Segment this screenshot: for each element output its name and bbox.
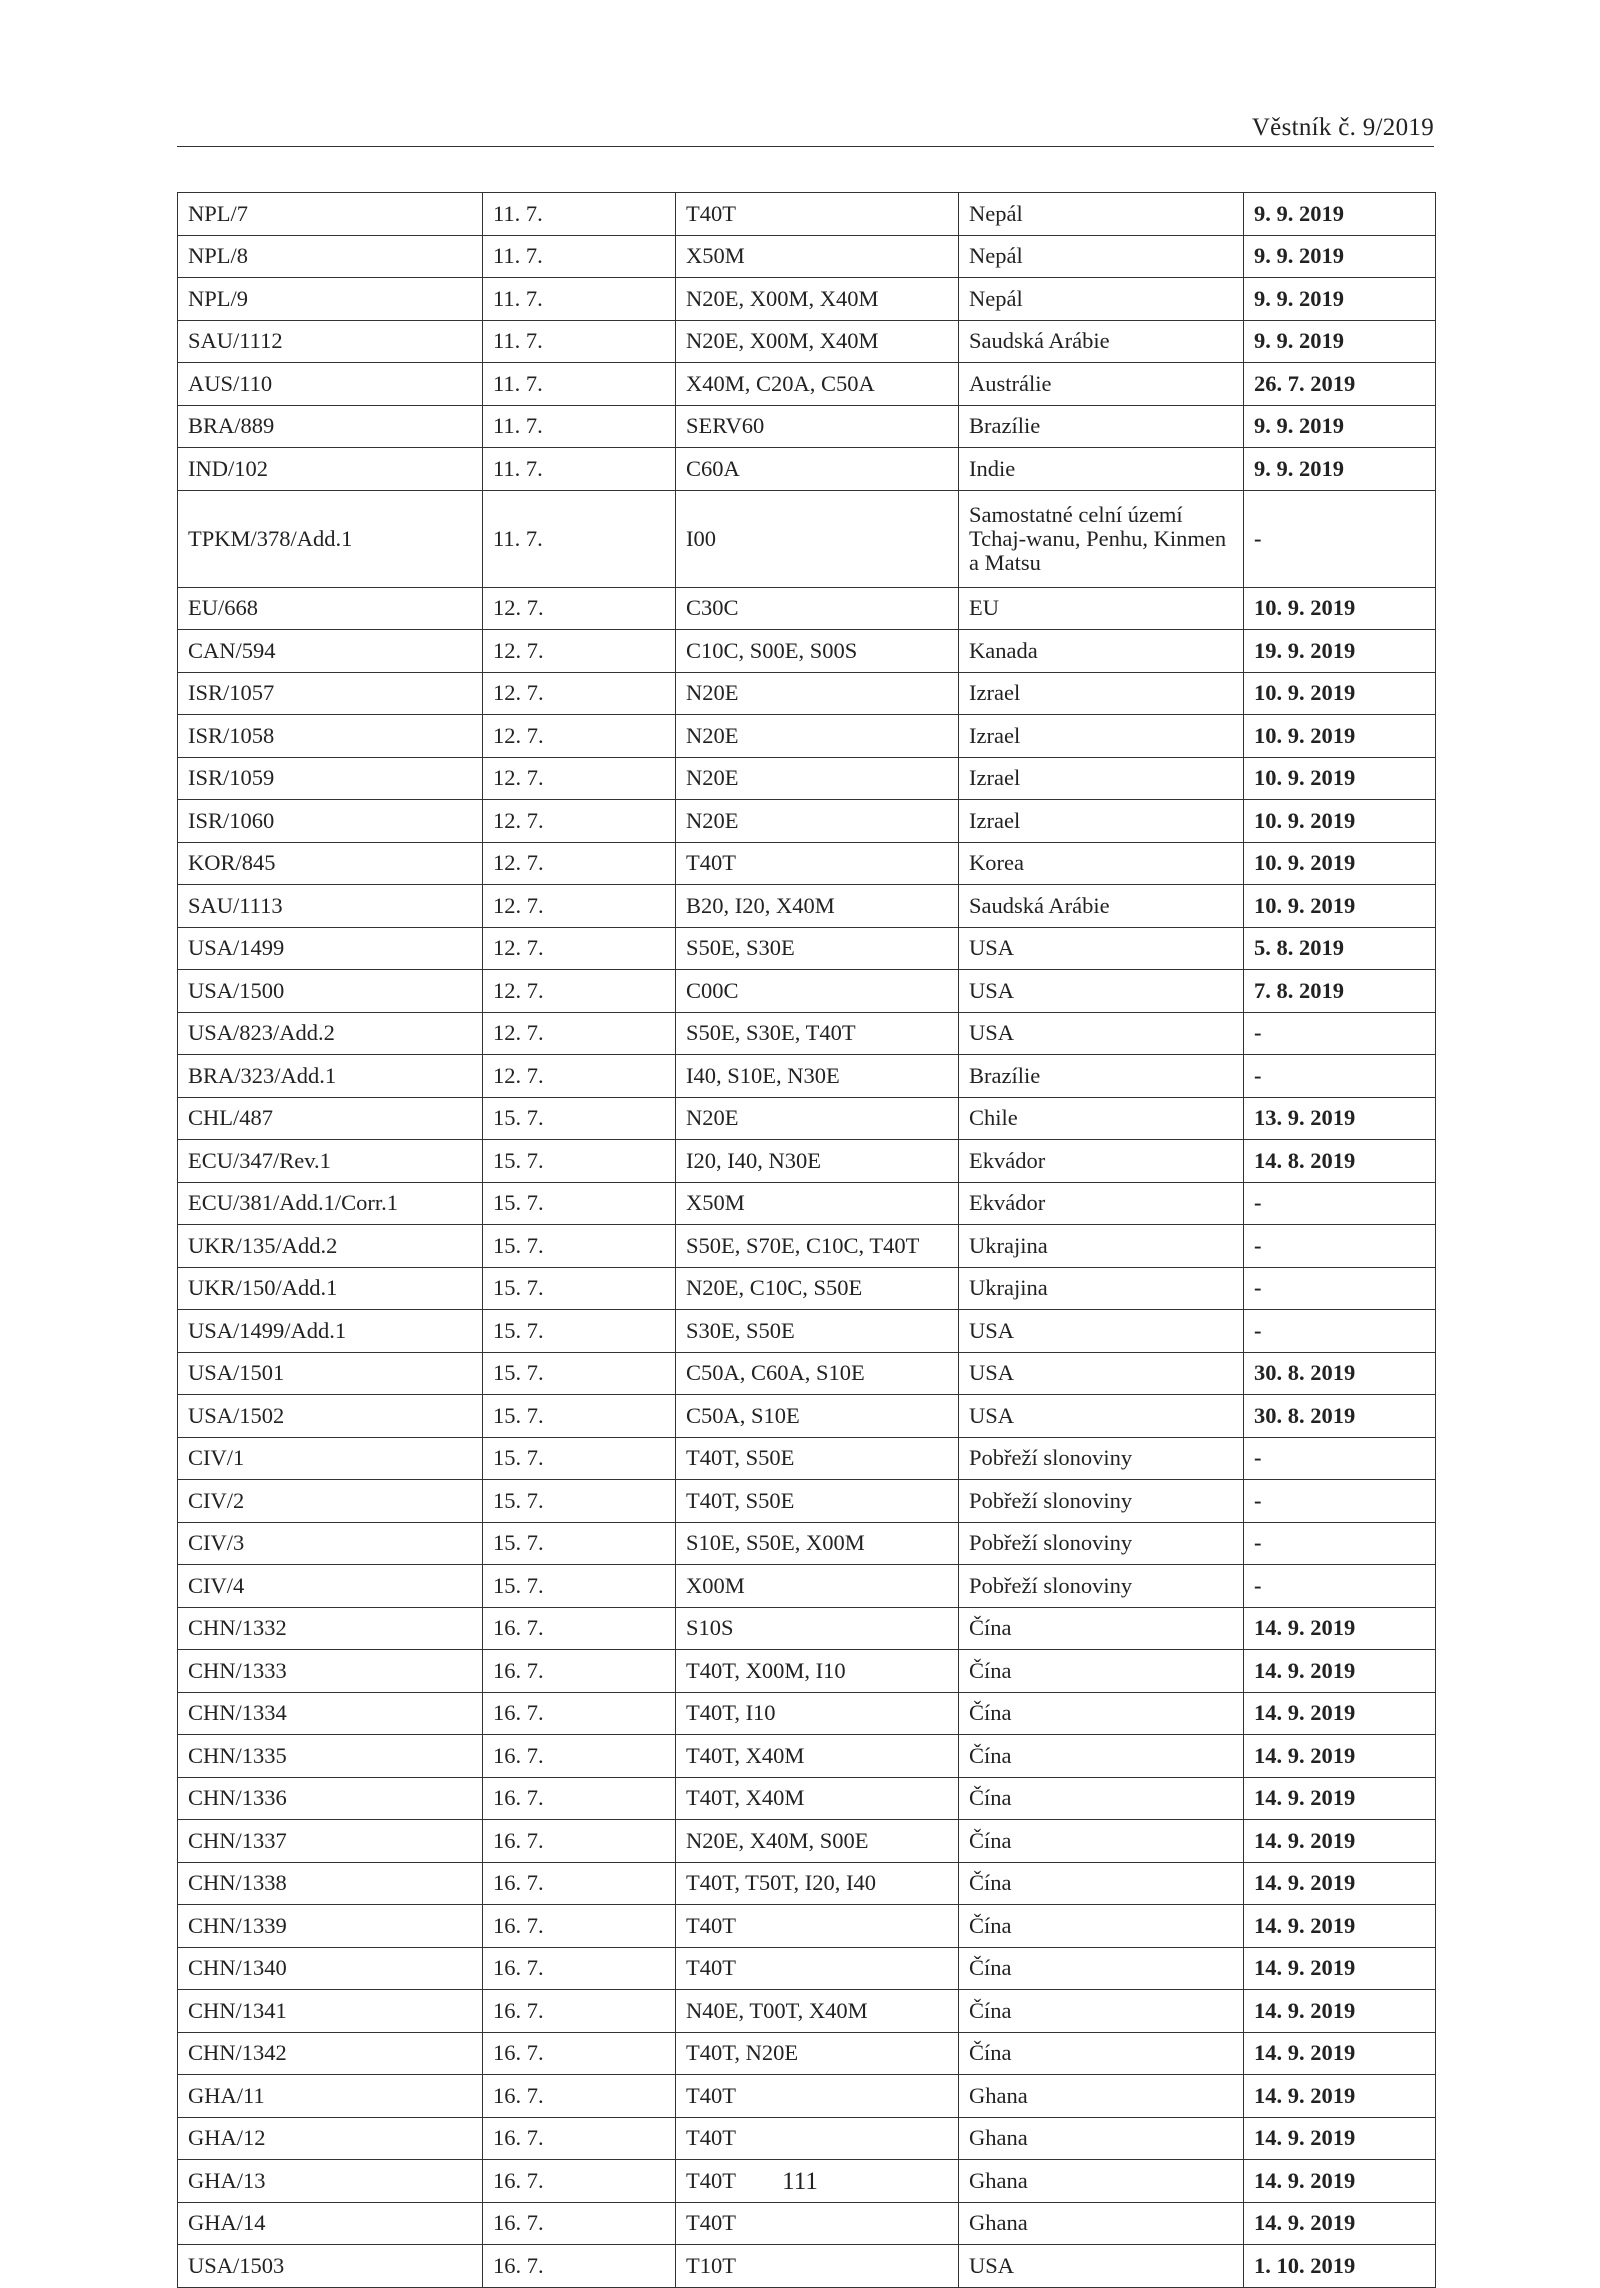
product-codes-cell: T40T	[676, 842, 959, 885]
notification-date-cell: 16. 7.	[483, 1820, 676, 1863]
territory-cell: Čína	[959, 1820, 1244, 1863]
deadline-cell: 14. 9. 2019	[1244, 1735, 1436, 1778]
territory-cell: Nepál	[959, 278, 1244, 321]
territory-cell: USA	[959, 1012, 1244, 1055]
table-row	[178, 278, 1436, 321]
territory-cell: Brazílie	[959, 1055, 1244, 1098]
notification-code-cell: ISR/1059	[178, 757, 483, 800]
territory-cell: Čína	[959, 1777, 1244, 1820]
notification-date-cell: 16. 7.	[483, 2075, 676, 2118]
table-row	[178, 1522, 1436, 1565]
territory-cell: Čína	[959, 1650, 1244, 1693]
territory-cell: Čína	[959, 1692, 1244, 1735]
product-codes-cell: T10T	[676, 2245, 959, 2288]
notification-code-cell: USA/1499/Add.1	[178, 1310, 483, 1353]
table-row	[178, 1990, 1436, 2033]
table-row	[178, 970, 1436, 1013]
product-codes-cell: T40T	[676, 1905, 959, 1948]
notification-date-cell: 11. 7.	[483, 193, 676, 236]
table-row	[178, 1947, 1436, 1990]
notification-code-cell: USA/1502	[178, 1395, 483, 1438]
table-row	[178, 630, 1436, 673]
deadline-cell: 14. 8. 2019	[1244, 1140, 1436, 1183]
table-row	[178, 1480, 1436, 1523]
table-row	[178, 1267, 1436, 1310]
notification-date-cell: 12. 7.	[483, 1055, 676, 1098]
table-row	[178, 1182, 1436, 1225]
product-codes-cell: SERV60	[676, 405, 959, 448]
notification-date-cell: 16. 7.	[483, 1607, 676, 1650]
notification-date-cell: 11. 7.	[483, 490, 676, 587]
notification-date-cell: 16. 7.	[483, 2245, 676, 2288]
notification-code-cell: CHN/1334	[178, 1692, 483, 1735]
deadline-cell: 9. 9. 2019	[1244, 235, 1436, 278]
table-row	[178, 320, 1436, 363]
notification-date-cell: 16. 7.	[483, 1650, 676, 1693]
notification-date-cell: 15. 7.	[483, 1182, 676, 1225]
territory-cell: EU	[959, 587, 1244, 630]
notification-code-cell: BRA/323/Add.1	[178, 1055, 483, 1098]
table-row	[178, 1310, 1436, 1353]
deadline-cell: 10. 9. 2019	[1244, 757, 1436, 800]
deadline-cell: -	[1244, 1437, 1436, 1480]
notification-code-cell: SAU/1113	[178, 885, 483, 928]
product-codes-cell: T40T, X40M	[676, 1735, 959, 1778]
territory-cell: Ghana	[959, 2075, 1244, 2118]
table-row	[178, 448, 1436, 491]
page-number: 111	[782, 2168, 818, 2195]
territory-cell: Čína	[959, 2032, 1244, 2075]
notification-code-cell: USA/1501	[178, 1352, 483, 1395]
product-codes-cell: C10C, S00E, S00S	[676, 630, 959, 673]
table-row	[178, 672, 1436, 715]
territory-cell: USA	[959, 1310, 1244, 1353]
territory-cell: USA	[959, 2245, 1244, 2288]
territory-cell: Indie	[959, 448, 1244, 491]
product-codes-cell: N20E, X40M, S00E	[676, 1820, 959, 1863]
deadline-cell: 14. 9. 2019	[1244, 1947, 1436, 1990]
deadline-cell: 14. 9. 2019	[1244, 1905, 1436, 1948]
notification-date-cell: 15. 7.	[483, 1140, 676, 1183]
deadline-cell: -	[1244, 490, 1436, 587]
notification-date-cell: 15. 7.	[483, 1395, 676, 1438]
territory-cell: USA	[959, 927, 1244, 970]
territory-cell: Pobřeží slonoviny	[959, 1565, 1244, 1608]
deadline-cell: 9. 9. 2019	[1244, 193, 1436, 236]
territory-cell: Čína	[959, 1905, 1244, 1948]
product-codes-cell: S50E, S30E, T40T	[676, 1012, 959, 1055]
territory-cell: Pobřeží slonoviny	[959, 1437, 1244, 1480]
product-codes-cell: T40T, X40M	[676, 1777, 959, 1820]
notification-code-cell: CHN/1340	[178, 1947, 483, 1990]
deadline-cell: 14. 9. 2019	[1244, 1692, 1436, 1735]
table-row	[178, 1777, 1436, 1820]
notification-code-cell: NPL/8	[178, 235, 483, 278]
notification-date-cell: 16. 7.	[483, 1990, 676, 2033]
product-codes-cell: S50E, S30E	[676, 927, 959, 970]
table-row	[178, 193, 1436, 236]
notification-code-cell: ISR/1058	[178, 715, 483, 758]
deadline-cell: -	[1244, 1522, 1436, 1565]
notification-code-cell: EU/668	[178, 587, 483, 630]
deadline-cell: -	[1244, 1310, 1436, 1353]
table-row	[178, 1097, 1436, 1140]
notification-code-cell: CIV/3	[178, 1522, 483, 1565]
territory-cell: Ghana	[959, 2202, 1244, 2245]
notification-code-cell: AUS/110	[178, 363, 483, 406]
deadline-cell: 10. 9. 2019	[1244, 842, 1436, 885]
product-codes-cell: N20E	[676, 1097, 959, 1140]
notification-code-cell: KOR/845	[178, 842, 483, 885]
notification-date-cell: 11. 7.	[483, 320, 676, 363]
territory-cell: Čína	[959, 1735, 1244, 1778]
table-row	[178, 587, 1436, 630]
product-codes-cell: X50M	[676, 235, 959, 278]
table-row	[178, 490, 1436, 587]
product-codes-cell: I00	[676, 490, 959, 587]
notification-code-cell: CAN/594	[178, 630, 483, 673]
deadline-cell: 5. 8. 2019	[1244, 927, 1436, 970]
deadline-cell: 19. 9. 2019	[1244, 630, 1436, 673]
table-row	[178, 1862, 1436, 1905]
deadline-cell: 14. 9. 2019	[1244, 1990, 1436, 2033]
deadline-cell: 14. 9. 2019	[1244, 2032, 1436, 2075]
deadline-cell: 9. 9. 2019	[1244, 448, 1436, 491]
notification-date-cell: 16. 7.	[483, 1777, 676, 1820]
product-codes-cell: X40M, C20A, C50A	[676, 363, 959, 406]
notification-date-cell: 16. 7.	[483, 1692, 676, 1735]
product-codes-cell: T40T	[676, 193, 959, 236]
table-row	[178, 1565, 1436, 1608]
deadline-cell: 10. 9. 2019	[1244, 800, 1436, 843]
table-row	[178, 363, 1436, 406]
notification-date-cell: 16. 7.	[483, 1862, 676, 1905]
product-codes-cell: T40T, I10	[676, 1692, 959, 1735]
territory-cell: Samostatné celní území Tchaj-wanu, Penhu, Kinmen a Matsu	[959, 490, 1244, 587]
notification-code-cell: CIV/4	[178, 1565, 483, 1608]
deadline-cell: -	[1244, 1012, 1436, 1055]
table-row	[178, 1905, 1436, 1948]
notification-code-cell: CIV/2	[178, 1480, 483, 1523]
notification-date-cell: 12. 7.	[483, 715, 676, 758]
deadline-cell: -	[1244, 1055, 1436, 1098]
notification-code-cell: ISR/1060	[178, 800, 483, 843]
notification-date-cell: 11. 7.	[483, 235, 676, 278]
deadline-cell: 14. 9. 2019	[1244, 1607, 1436, 1650]
product-codes-cell: C50A, C60A, S10E	[676, 1352, 959, 1395]
notification-date-cell: 12. 7.	[483, 927, 676, 970]
deadline-cell: 14. 9. 2019	[1244, 1650, 1436, 1693]
notification-code-cell: ECU/347/Rev.1	[178, 1140, 483, 1183]
deadline-cell: -	[1244, 1480, 1436, 1523]
product-codes-cell: T40T, T50T, I20, I40	[676, 1862, 959, 1905]
table-row	[178, 2032, 1436, 2075]
territory-cell: Nepál	[959, 193, 1244, 236]
notification-date-cell: 11. 7.	[483, 448, 676, 491]
notification-code-cell: CHN/1336	[178, 1777, 483, 1820]
page-header	[177, 110, 1434, 147]
table-row	[178, 2075, 1436, 2118]
deadline-cell: 9. 9. 2019	[1244, 405, 1436, 448]
notification-code-cell: USA/1500	[178, 970, 483, 1013]
notification-date-cell: 15. 7.	[483, 1097, 676, 1140]
notification-code-cell: CHN/1333	[178, 1650, 483, 1693]
territory-cell: Ukrajina	[959, 1225, 1244, 1268]
territory-cell: Čína	[959, 1862, 1244, 1905]
territory-cell: Pobřeží slonoviny	[959, 1522, 1244, 1565]
product-codes-cell: C60A	[676, 448, 959, 491]
notification-code-cell: UKR/150/Add.1	[178, 1267, 483, 1310]
notification-code-cell: NPL/7	[178, 193, 483, 236]
notification-code-cell: USA/1503	[178, 2245, 483, 2288]
notification-date-cell: 12. 7.	[483, 842, 676, 885]
table-row	[178, 2202, 1436, 2245]
table-body	[178, 193, 1436, 2288]
table-row	[178, 927, 1436, 970]
notification-date-cell: 16. 7.	[483, 2202, 676, 2245]
table-row	[178, 842, 1436, 885]
product-codes-cell: S50E, S70E, C10C, T40T	[676, 1225, 959, 1268]
table-row	[178, 1012, 1436, 1055]
table-row	[178, 1735, 1436, 1778]
territory-cell: USA	[959, 1395, 1244, 1438]
table-row	[178, 800, 1436, 843]
table-row	[178, 1650, 1436, 1693]
notification-date-cell: 15. 7.	[483, 1225, 676, 1268]
territory-cell: Čína	[959, 1607, 1244, 1650]
notification-code-cell: CHL/487	[178, 1097, 483, 1140]
territory-cell: Korea	[959, 842, 1244, 885]
territory-cell: Pobřeží slonoviny	[959, 1480, 1244, 1523]
notification-code-cell: USA/823/Add.2	[178, 1012, 483, 1055]
product-codes-cell: N20E, C10C, S50E	[676, 1267, 959, 1310]
table-row	[178, 1395, 1436, 1438]
deadline-cell: 14. 9. 2019	[1244, 1820, 1436, 1863]
product-codes-cell: X50M	[676, 1182, 959, 1225]
deadline-cell: 14. 9. 2019	[1244, 2117, 1436, 2160]
deadline-cell: 10. 9. 2019	[1244, 672, 1436, 715]
product-codes-cell: S10E, S50E, X00M	[676, 1522, 959, 1565]
table-row	[178, 1140, 1436, 1183]
notification-date-cell: 12. 7.	[483, 630, 676, 673]
notification-date-cell: 15. 7.	[483, 1565, 676, 1608]
notification-date-cell: 15. 7.	[483, 1480, 676, 1523]
product-codes-cell: I40, S10E, N30E	[676, 1055, 959, 1098]
product-codes-cell: C50A, S10E	[676, 1395, 959, 1438]
deadline-cell: 10. 9. 2019	[1244, 715, 1436, 758]
deadline-cell: 10. 9. 2019	[1244, 885, 1436, 928]
deadline-cell: -	[1244, 1565, 1436, 1608]
table-row	[178, 235, 1436, 278]
table-row	[178, 1607, 1436, 1650]
territory-cell: Izrael	[959, 715, 1244, 758]
notification-code-cell: TPKM/378/Add.1	[178, 490, 483, 587]
territory-cell: Čína	[959, 1990, 1244, 2033]
notification-code-cell: CHN/1338	[178, 1862, 483, 1905]
table-row	[178, 1352, 1436, 1395]
notification-date-cell: 11. 7.	[483, 363, 676, 406]
product-codes-cell: T40T, X00M, I10	[676, 1650, 959, 1693]
territory-cell: Ekvádor	[959, 1182, 1244, 1225]
notification-date-cell: 16. 7.	[483, 2160, 676, 2203]
notification-code-cell: GHA/11	[178, 2075, 483, 2118]
deadline-cell: -	[1244, 1182, 1436, 1225]
product-codes-cell: N20E	[676, 715, 959, 758]
table-row	[178, 405, 1436, 448]
territory-cell: Chile	[959, 1097, 1244, 1140]
product-codes-cell: N20E, X00M, X40M	[676, 278, 959, 321]
notification-code-cell: GHA/14	[178, 2202, 483, 2245]
notification-code-cell: GHA/12	[178, 2117, 483, 2160]
deadline-cell: 14. 9. 2019	[1244, 1862, 1436, 1905]
notification-code-cell: GHA/13	[178, 2160, 483, 2203]
notification-date-cell: 11. 7.	[483, 278, 676, 321]
product-codes-cell: N20E	[676, 672, 959, 715]
territory-cell: Čína	[959, 1947, 1244, 1990]
territory-cell: Izrael	[959, 672, 1244, 715]
territory-cell: Ukrajina	[959, 1267, 1244, 1310]
journal-title: Věstník č. 9/2019	[1251, 114, 1434, 141]
notification-code-cell: CHN/1337	[178, 1820, 483, 1863]
table-row	[178, 2117, 1436, 2160]
product-codes-cell: N20E, X00M, X40M	[676, 320, 959, 363]
territory-cell: Ghana	[959, 2160, 1244, 2203]
territory-cell: USA	[959, 1352, 1244, 1395]
product-codes-cell: X00M	[676, 1565, 959, 1608]
territory-cell: Nepál	[959, 235, 1244, 278]
table-row	[178, 885, 1436, 928]
notification-date-cell: 16. 7.	[483, 2032, 676, 2075]
product-codes-cell: N40E, T00T, X40M	[676, 1990, 959, 2033]
product-codes-cell: S10S	[676, 1607, 959, 1650]
territory-cell: Austrálie	[959, 363, 1244, 406]
deadline-cell: 14. 9. 2019	[1244, 1777, 1436, 1820]
notification-date-cell: 11. 7.	[483, 405, 676, 448]
deadline-cell: 1. 10. 2019	[1244, 2245, 1436, 2288]
table-row	[178, 1437, 1436, 1480]
deadline-cell: 9. 9. 2019	[1244, 278, 1436, 321]
product-codes-cell: T40T, S50E	[676, 1437, 959, 1480]
product-codes-cell: N20E	[676, 800, 959, 843]
notification-code-cell: CHN/1339	[178, 1905, 483, 1948]
product-codes-cell: T40T, N20E	[676, 2032, 959, 2075]
territory-cell: Ekvádor	[959, 1140, 1244, 1183]
notification-date-cell: 15. 7.	[483, 1522, 676, 1565]
notification-date-cell: 16. 7.	[483, 1947, 676, 1990]
territory-cell: Izrael	[959, 800, 1244, 843]
product-codes-cell: T40T, S50E	[676, 1480, 959, 1523]
notification-date-cell: 15. 7.	[483, 1352, 676, 1395]
table-row	[178, 1055, 1436, 1098]
deadline-cell: 30. 8. 2019	[1244, 1395, 1436, 1438]
deadline-cell: 13. 9. 2019	[1244, 1097, 1436, 1140]
notification-code-cell: ISR/1057	[178, 672, 483, 715]
notification-code-cell: SAU/1112	[178, 320, 483, 363]
product-codes-cell: T40T	[676, 2075, 959, 2118]
notification-date-cell: 12. 7.	[483, 970, 676, 1013]
notification-date-cell: 16. 7.	[483, 1905, 676, 1948]
notification-date-cell: 12. 7.	[483, 757, 676, 800]
deadline-cell: 7. 8. 2019	[1244, 970, 1436, 1013]
notification-date-cell: 15. 7.	[483, 1310, 676, 1353]
deadline-cell: -	[1244, 1225, 1436, 1268]
deadline-cell: 9. 9. 2019	[1244, 320, 1436, 363]
product-codes-cell: T40T	[676, 1947, 959, 1990]
notifications-table	[177, 192, 1436, 2288]
product-codes-cell: C30C	[676, 587, 959, 630]
product-codes-cell: T40T	[676, 2160, 959, 2203]
table-row	[178, 757, 1436, 800]
territory-cell: USA	[959, 970, 1244, 1013]
table-row	[178, 2245, 1436, 2288]
table-row	[178, 1820, 1436, 1863]
product-codes-cell: S30E, S50E	[676, 1310, 959, 1353]
notification-code-cell: USA/1499	[178, 927, 483, 970]
product-codes-cell: B20, I20, X40M	[676, 885, 959, 928]
deadline-cell: 30. 8. 2019	[1244, 1352, 1436, 1395]
notification-code-cell: CHN/1342	[178, 2032, 483, 2075]
table-row	[178, 715, 1436, 758]
notification-code-cell: NPL/9	[178, 278, 483, 321]
territory-cell: Izrael	[959, 757, 1244, 800]
product-codes-cell: T40T	[676, 2117, 959, 2160]
notification-code-cell: CIV/1	[178, 1437, 483, 1480]
notification-code-cell: BRA/889	[178, 405, 483, 448]
notification-date-cell: 16. 7.	[483, 1735, 676, 1778]
territory-cell: Saudská Arábie	[959, 320, 1244, 363]
territory-cell: Ghana	[959, 2117, 1244, 2160]
notification-code-cell: IND/102	[178, 448, 483, 491]
notification-date-cell: 12. 7.	[483, 1012, 676, 1055]
notification-date-cell: 12. 7.	[483, 885, 676, 928]
notification-code-cell: UKR/135/Add.2	[178, 1225, 483, 1268]
notification-date-cell: 12. 7.	[483, 672, 676, 715]
deadline-cell: 14. 9. 2019	[1244, 2160, 1436, 2203]
notification-date-cell: 12. 7.	[483, 800, 676, 843]
deadline-cell: 14. 9. 2019	[1244, 2202, 1436, 2245]
deadline-cell: -	[1244, 1267, 1436, 1310]
deadline-cell: 14. 9. 2019	[1244, 2075, 1436, 2118]
table-row	[178, 1692, 1436, 1735]
notification-code-cell: CHN/1332	[178, 1607, 483, 1650]
notification-date-cell: 15. 7.	[483, 1267, 676, 1310]
deadline-cell: 26. 7. 2019	[1244, 363, 1436, 406]
product-codes-cell: I20, I40, N30E	[676, 1140, 959, 1183]
table-row	[178, 1225, 1436, 1268]
product-codes-cell: C00C	[676, 970, 959, 1013]
notification-date-cell: 15. 7.	[483, 1437, 676, 1480]
notification-code-cell: CHN/1341	[178, 1990, 483, 2033]
deadline-cell: 10. 9. 2019	[1244, 587, 1436, 630]
territory-cell: Kanada	[959, 630, 1244, 673]
product-codes-cell: N20E	[676, 757, 959, 800]
notification-code-cell: CHN/1335	[178, 1735, 483, 1778]
product-codes-cell: T40T	[676, 2202, 959, 2245]
notification-date-cell: 12. 7.	[483, 587, 676, 630]
notification-date-cell: 16. 7.	[483, 2117, 676, 2160]
notification-code-cell: ECU/381/Add.1/Corr.1	[178, 1182, 483, 1225]
territory-cell: Saudská Arábie	[959, 885, 1244, 928]
territory-cell: Brazílie	[959, 405, 1244, 448]
